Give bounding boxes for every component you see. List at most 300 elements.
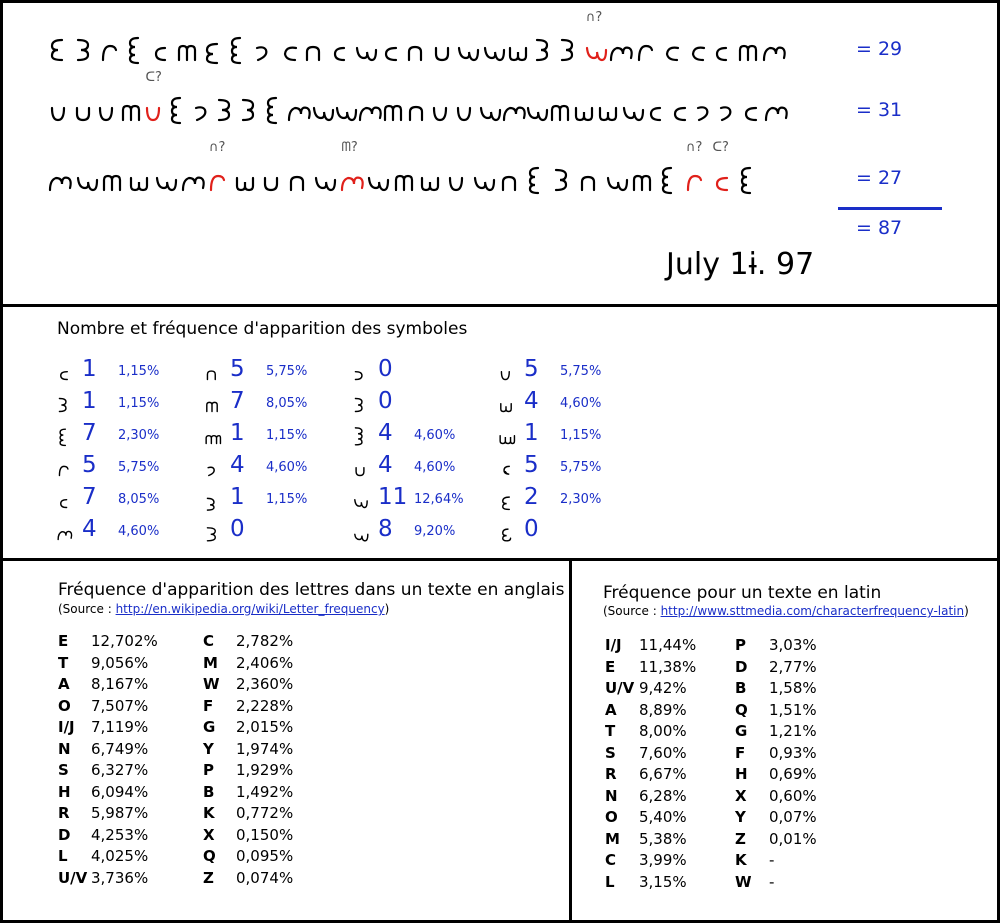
s2-shape-icon xyxy=(52,392,76,418)
symbol-glyph xyxy=(348,424,372,450)
symbol-count: 4 xyxy=(378,452,393,478)
symbol-count: 0 xyxy=(230,516,245,542)
s5-shape-icon xyxy=(711,30,733,70)
symbol-count: 8 xyxy=(378,516,393,542)
cipher-glyph-s4 xyxy=(167,90,189,130)
s22-shape-icon xyxy=(348,424,372,450)
s11-shape-icon xyxy=(621,90,643,130)
s11-shape-icon xyxy=(605,160,627,200)
frequency-letter: F xyxy=(735,743,746,762)
symbol-percentage: 5,75% xyxy=(118,460,160,475)
frequency-letter: K xyxy=(735,851,747,869)
symbol-count: 7 xyxy=(82,420,97,446)
cipher-glyph-s12 xyxy=(669,90,691,130)
frequency-letter: O xyxy=(58,696,71,715)
s11-shape-icon xyxy=(584,30,606,70)
frequency-letter: O xyxy=(605,808,618,826)
date-label: July 1ɨ̇. 97 xyxy=(666,247,815,282)
symbol-count: 0 xyxy=(378,388,393,414)
uncertain-mark: ᑕ? xyxy=(712,140,729,155)
frequency-value: 3,03% xyxy=(769,636,817,654)
symbol-glyph xyxy=(52,360,76,386)
symbol-percentage: 1,15% xyxy=(266,492,308,507)
s17-shape-icon xyxy=(446,160,468,200)
cipher-glyph-s6 xyxy=(120,90,142,130)
s4-shape-icon xyxy=(125,30,147,70)
cipher-glyph-s16 xyxy=(340,140,362,200)
cipher-glyph-s17 xyxy=(96,90,118,130)
frequency-value: 1,21% xyxy=(769,722,817,740)
s13-shape-icon xyxy=(260,160,282,200)
frequency-value: 1,51% xyxy=(769,700,817,719)
cipher-glyph-s6 xyxy=(393,160,415,200)
total-underline xyxy=(838,207,942,210)
frequency-letter: Q xyxy=(203,847,216,865)
uncertain-mark: ∩? xyxy=(585,10,603,25)
symbol-percentage: 4,60% xyxy=(266,460,308,475)
s15-shape-icon xyxy=(533,30,555,70)
cipher-glyph-s14 xyxy=(419,160,441,200)
frequency-letter: C xyxy=(203,632,215,650)
cipher-glyph-s17 xyxy=(454,90,476,130)
frequency-value: 6,749% xyxy=(91,739,149,758)
cipher-glyph-s11 xyxy=(456,30,478,70)
cipher-glyph-s5 xyxy=(150,30,172,70)
s3-shape-icon xyxy=(207,160,229,200)
s4-shape-icon xyxy=(227,30,249,70)
frequency-value: 6,327% xyxy=(91,761,149,779)
cipher-glyph-s11 xyxy=(478,90,500,130)
frequency-letter: N xyxy=(58,739,71,758)
cipher-glyph-s10 xyxy=(287,160,309,200)
symbol-count: 4 xyxy=(82,516,97,542)
frequency-letter: Z xyxy=(203,868,214,887)
s8-shape-icon xyxy=(252,30,274,70)
s26-shape-icon xyxy=(494,520,518,546)
frequency-value: - xyxy=(769,851,775,869)
symbol-count: 4 xyxy=(524,388,539,414)
frequency-letter: E xyxy=(605,657,616,676)
s16-shape-icon xyxy=(502,90,524,130)
symbol-percentage: 4,60% xyxy=(118,524,160,539)
symbol-count: 5 xyxy=(82,452,97,478)
symbol-percentage: 4,60% xyxy=(414,460,456,475)
frequency-letter: M xyxy=(605,829,620,848)
s16-shape-icon xyxy=(762,30,784,70)
s5-shape-icon xyxy=(645,90,667,130)
cipher-glyph-s12 xyxy=(740,90,762,130)
symbol-count: 1 xyxy=(82,388,97,414)
frequency-letter: D xyxy=(58,825,71,844)
s11-shape-icon xyxy=(334,90,356,130)
s11-shape-icon xyxy=(482,30,504,70)
cipher-glyph-s9 xyxy=(278,30,300,70)
frequency-letter: G xyxy=(735,722,748,740)
symbol-glyph xyxy=(52,456,76,482)
latin-source-link[interactable]: http://www.sttmedia.com/characterfrequency-latin xyxy=(660,604,965,618)
s3-shape-icon xyxy=(684,160,706,200)
cipher-glyph-s9 xyxy=(660,30,682,70)
s4-shape-icon xyxy=(263,90,285,130)
symbol-percentage: 9,20% xyxy=(414,524,456,539)
frequency-value: 0,60% xyxy=(769,786,817,805)
divider-top xyxy=(0,304,1000,307)
cipher-glyph-s11 xyxy=(75,160,97,200)
cipher-glyph-s12 xyxy=(380,30,402,70)
frequency-letter: W xyxy=(735,872,752,891)
uncertain-mark: ᗰ? xyxy=(341,140,358,155)
symbol-glyph xyxy=(52,424,76,450)
s25-shape-icon xyxy=(494,456,518,482)
s11-shape-icon xyxy=(311,90,333,130)
frequency-value: 5,40% xyxy=(639,808,687,826)
frequency-value: 3,736% xyxy=(91,868,149,887)
cipher-glyph-s11 xyxy=(354,30,376,70)
frequency-letter: M xyxy=(203,653,218,672)
s9-shape-icon xyxy=(278,30,300,70)
symbol-percentage: 2,30% xyxy=(118,428,160,443)
line-2-count: = 31 xyxy=(856,99,903,121)
s12-shape-icon xyxy=(669,90,691,130)
frequency-letter: W xyxy=(203,675,220,693)
symbol-count: 5 xyxy=(524,356,539,382)
frequency-value: 3,15% xyxy=(639,872,687,891)
frequency-value: 6,67% xyxy=(639,765,687,783)
s14-shape-icon xyxy=(128,160,150,200)
cipher-glyph-s5 xyxy=(711,30,733,70)
cipher-glyph-s15 xyxy=(558,30,580,70)
s6-shape-icon xyxy=(120,90,142,130)
s10-shape-icon xyxy=(405,30,427,70)
frequency-value: 1,974% xyxy=(236,739,294,758)
frequency-letter: L xyxy=(605,872,615,891)
cipher-glyph-s11 xyxy=(311,90,333,130)
s6-shape-icon xyxy=(631,160,653,200)
frequency-letter: T xyxy=(605,722,616,740)
s4-shape-icon xyxy=(52,424,76,450)
frequency-value: 2,77% xyxy=(769,657,817,676)
frequency-value: 0,074% xyxy=(236,868,294,887)
cipher-glyph-s8 xyxy=(191,90,213,130)
frequency-letter: T xyxy=(58,653,69,672)
frequency-value: 8,167% xyxy=(91,675,149,693)
frequency-letter: P xyxy=(735,636,746,654)
symbol-glyph xyxy=(494,360,518,386)
frequency-value: 12,702% xyxy=(91,632,158,650)
frequency-letter: R xyxy=(605,765,617,783)
symbol-count: 11 xyxy=(378,484,408,510)
symbol-glyph xyxy=(494,392,518,418)
frequency-value: 7,60% xyxy=(639,743,687,762)
s10-shape-icon xyxy=(303,30,325,70)
symbol-count: 4 xyxy=(378,420,393,446)
frequency-value: 0,07% xyxy=(769,808,817,826)
cipher-glyph-s10 xyxy=(405,30,427,70)
cipher-glyph-s6 xyxy=(549,90,571,130)
s11-shape-icon xyxy=(478,90,500,130)
symbol-glyph xyxy=(494,424,518,450)
cipher-glyph-s11 xyxy=(605,160,627,200)
frequency-letter: L xyxy=(58,847,68,865)
symbol-count: 5 xyxy=(524,452,539,478)
s15-shape-icon xyxy=(558,30,580,70)
frequency-value: 11,44% xyxy=(639,636,697,654)
frequency-letter: I/J xyxy=(605,636,622,654)
frequency-letter: E xyxy=(58,632,69,650)
symbol-percentage: 8,05% xyxy=(266,396,308,411)
cipher-glyph-s4 xyxy=(658,160,680,200)
line-3-count: = 27 xyxy=(856,167,903,189)
cipher-glyph-s5 xyxy=(645,90,667,130)
total-count: = 87 xyxy=(856,217,903,239)
cipher-glyph-s17 xyxy=(48,90,70,130)
s16-shape-icon xyxy=(609,30,631,70)
cipher-glyph-s14 xyxy=(507,30,529,70)
frequency-value: 0,150% xyxy=(236,825,294,844)
frequency-letter: X xyxy=(735,786,747,805)
symbol-count: 7 xyxy=(82,484,97,510)
s9-shape-icon xyxy=(686,30,708,70)
frequency-value: 7,119% xyxy=(91,718,149,736)
symbol-percentage: 1,15% xyxy=(266,428,308,443)
symbol-glyph xyxy=(494,520,518,546)
s4-shape-icon xyxy=(167,90,189,130)
symbol-glyph xyxy=(52,520,76,546)
s11-shape-icon xyxy=(366,160,388,200)
s10-shape-icon xyxy=(200,360,224,386)
symbol-percentage: 5,75% xyxy=(560,364,602,379)
cipher-glyph-s13 xyxy=(431,30,453,70)
cipher-glyph-s8 xyxy=(693,90,715,130)
cipher-glyph-s11 xyxy=(472,160,494,200)
cipher-glyph-s3 xyxy=(207,140,229,200)
cipher-glyph-s16 xyxy=(287,90,309,130)
cipher-glyph-s11 xyxy=(584,10,606,70)
frequency-value: 4,025% xyxy=(91,847,149,865)
cipher-glyph-s7 xyxy=(201,30,223,70)
frequency-letter: G xyxy=(203,718,216,736)
cipher-glyph-s10 xyxy=(578,160,600,200)
symbol-percentage: 12,64% xyxy=(414,492,464,507)
s1-shape-icon xyxy=(48,30,70,70)
frequency-value: 9,056% xyxy=(91,653,149,672)
s17-shape-icon xyxy=(48,90,70,130)
s6-shape-icon xyxy=(393,160,415,200)
s5-shape-icon xyxy=(150,30,172,70)
frequency-value: 1,929% xyxy=(236,761,294,779)
frequency-value: 5,38% xyxy=(639,829,687,848)
cipher-glyph-s16 xyxy=(762,30,784,70)
cipher-glyph-s11 xyxy=(482,30,504,70)
s23-shape-icon xyxy=(348,520,372,546)
s6-shape-icon xyxy=(549,90,571,130)
symbol-percentage: 1,15% xyxy=(560,428,602,443)
s14-shape-icon xyxy=(419,160,441,200)
frequency-value: 2,406% xyxy=(236,653,294,672)
s17-shape-icon xyxy=(454,90,476,130)
frequency-letter: H xyxy=(735,765,748,783)
symbol-glyph xyxy=(494,456,518,482)
symbol-percentage: 1,15% xyxy=(118,396,160,411)
cipher-glyph-s11 xyxy=(525,90,547,130)
s2-shape-icon xyxy=(74,30,96,70)
s10-shape-icon xyxy=(406,90,428,130)
s14-shape-icon xyxy=(494,392,518,418)
symbol-glyph xyxy=(200,488,224,514)
frequency-value: - xyxy=(769,872,775,891)
s11-shape-icon xyxy=(75,160,97,200)
frequency-letter: S xyxy=(605,743,616,762)
frequency-value: 0,93% xyxy=(769,743,817,762)
uncertain-mark: ∩? xyxy=(209,140,226,155)
divider-vertical xyxy=(569,558,572,923)
frequency-letter: B xyxy=(203,782,215,801)
cipher-glyph-s16 xyxy=(609,30,631,70)
frequency-letter: Q xyxy=(735,700,748,719)
frequency-value: 9,42% xyxy=(639,679,687,697)
s7-shape-icon xyxy=(201,30,223,70)
cipher-glyph-s12 xyxy=(711,140,733,200)
s11-shape-icon xyxy=(472,160,494,200)
latin-source: (Source : http://www.sttmedia.com/characterfrequency-latin) xyxy=(603,604,969,618)
frequency-letter: U/V xyxy=(605,679,635,697)
frequency-value: 7,507% xyxy=(91,696,149,715)
symbol-glyph xyxy=(348,520,372,546)
frequency-value: 8,00% xyxy=(639,722,687,740)
symbol-glyph xyxy=(348,392,372,418)
s11-shape-icon xyxy=(525,90,547,130)
symbol-count: 1 xyxy=(230,484,245,510)
cipher-glyph-s14 xyxy=(234,160,256,200)
s9-shape-icon xyxy=(660,30,682,70)
frequency-value: 11,38% xyxy=(639,657,697,676)
cipher-glyph-s15 xyxy=(552,160,574,200)
cipher-glyph-s15 xyxy=(239,90,261,130)
s16-shape-icon xyxy=(181,160,203,200)
frequency-value: 0,772% xyxy=(236,804,294,822)
cipher-glyph-s13 xyxy=(72,90,94,130)
frequency-letter: A xyxy=(605,700,617,719)
cipher-glyph-s17 xyxy=(143,70,165,130)
cipher-glyph-s2 xyxy=(215,90,237,130)
s12-shape-icon xyxy=(52,360,76,386)
symbol-count: 5 xyxy=(230,356,245,382)
frequency-value: 4,253% xyxy=(91,825,149,844)
s17-shape-icon xyxy=(143,90,165,130)
cipher-glyph-s8 xyxy=(716,90,738,130)
cipher-glyph-s4 xyxy=(737,160,759,200)
frequency-letter: P xyxy=(203,761,214,779)
s13-shape-icon xyxy=(431,30,453,70)
s8-shape-icon xyxy=(693,90,715,130)
latin-title: Fréquence pour un texte en latin xyxy=(603,583,882,603)
frequency-value: 2,782% xyxy=(236,632,294,650)
s8-shape-icon xyxy=(200,456,224,482)
s11-shape-icon xyxy=(154,160,176,200)
symbol-percentage: 5,75% xyxy=(266,364,308,379)
frequency-letter: U/V xyxy=(58,868,88,887)
cipher-glyph-s10 xyxy=(406,90,428,130)
s16-shape-icon xyxy=(764,90,786,130)
frequency-value: 2,228% xyxy=(236,696,294,715)
frequency-letter: C xyxy=(605,851,617,869)
s8-shape-icon xyxy=(191,90,213,130)
line-1-count: = 29 xyxy=(856,38,903,60)
s4-shape-icon xyxy=(658,160,680,200)
divider-middle xyxy=(0,558,1000,561)
frequency-letter: N xyxy=(605,786,618,805)
english-title: Fréquence d'apparition des lettres dans un texte en anglais xyxy=(58,580,565,600)
frequency-value: 0,69% xyxy=(769,765,817,783)
s11-shape-icon xyxy=(313,160,335,200)
s12-shape-icon xyxy=(711,160,733,200)
cipher-glyph-s10 xyxy=(499,160,521,200)
cipher-glyph-s6 xyxy=(737,30,759,70)
frequency-value: 2,360% xyxy=(236,675,294,693)
s7-shape-icon xyxy=(494,488,518,514)
symbol-percentage: 4,60% xyxy=(560,396,602,411)
s16-shape-icon xyxy=(287,90,309,130)
s14-shape-icon xyxy=(234,160,256,200)
s6-shape-icon xyxy=(737,30,759,70)
english-source-link[interactable]: http://en.wikipedia.org/wiki/Letter_frequency xyxy=(115,602,385,616)
frequency-letter: Z xyxy=(735,829,746,848)
frequency-value: 6,28% xyxy=(639,786,687,805)
s11-shape-icon xyxy=(456,30,478,70)
s14-shape-icon xyxy=(507,30,529,70)
s16-shape-icon xyxy=(358,90,380,130)
cipher-glyph-s4 xyxy=(525,160,547,200)
cipher-glyph-s5 xyxy=(329,30,351,70)
cipher-glyph-s17 xyxy=(446,160,468,200)
s3-shape-icon xyxy=(99,30,121,70)
frequency-letter: K xyxy=(203,804,215,822)
s6-shape-icon xyxy=(200,392,224,418)
symbol-count: 0 xyxy=(524,516,539,542)
frequency-letter: Y xyxy=(203,739,214,758)
s14-shape-icon xyxy=(573,90,595,130)
cipher-glyph-s11 xyxy=(621,90,643,130)
symbol-glyph xyxy=(200,360,224,386)
symbol-count: 0 xyxy=(378,356,393,382)
s12-shape-icon xyxy=(740,90,762,130)
s17-shape-icon xyxy=(96,90,118,130)
cipher-glyph-s16 xyxy=(358,90,380,130)
cipher-glyph-s3 xyxy=(684,140,706,200)
symbol-count: 2 xyxy=(524,484,539,510)
frequency-letter: B xyxy=(735,679,747,697)
stats-title: Nombre et fréquence d'apparition des symboles xyxy=(57,319,468,339)
symbol-percentage: 4,60% xyxy=(414,428,456,443)
s12-shape-icon xyxy=(380,30,402,70)
frequency-letter: D xyxy=(735,657,748,676)
cipher-glyph-s14 xyxy=(128,160,150,200)
cipher-glyph-s6 xyxy=(382,90,404,130)
cipher-glyph-s3 xyxy=(635,30,657,70)
s15-shape-icon xyxy=(348,392,372,418)
symbol-glyph xyxy=(52,488,76,514)
frequency-letter: S xyxy=(58,761,69,779)
cipher-glyph-s11 xyxy=(154,160,176,200)
frequency-letter: Y xyxy=(735,808,746,826)
symbol-percentage: 5,75% xyxy=(560,460,602,475)
frequency-value: 2,015% xyxy=(236,718,294,736)
cipher-glyph-s15 xyxy=(533,30,555,70)
frequency-letter: R xyxy=(58,804,70,822)
uncertain-mark: ∩? xyxy=(686,140,703,155)
s20-shape-icon xyxy=(200,520,224,546)
symbol-glyph xyxy=(348,488,372,514)
